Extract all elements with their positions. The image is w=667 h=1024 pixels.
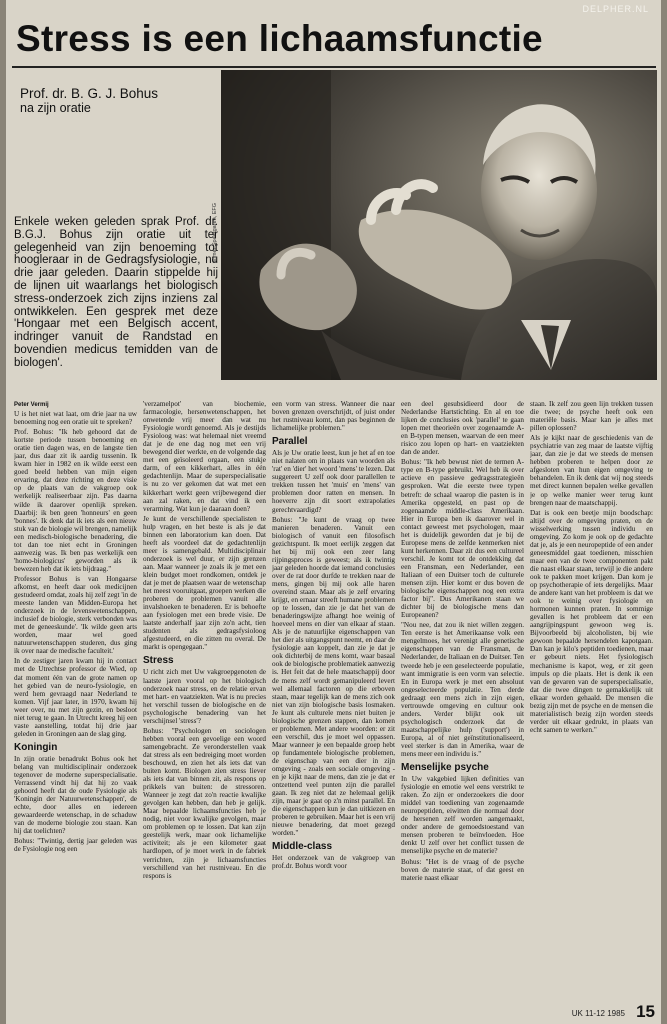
article-paragraph: In Uw vakgebied lijken definities van fysiologie en emotie wel eens verstrikt te raken. Zo zijn er onderzoekers die door middel van toediening van zogenaamde neuropeptiden, eiwitten die normaal door de hersenen zelf worden aangemaakt, onder andere de gemoedstoestand van mensen proberen te beïnvloeden. Hoe denkt U zelf over het conflict tussen de menselijke psyche en de materie? [401, 775, 524, 856]
article-paragraph: Je kunt de verschillende specialisten te hulp vragen, en het beste is als je dat binnen een laboratorium kan doen. Dat heeft als voordeel dat de gedachtenlijn meer is samengebald. Multidisciplinair onderzoek is wel duur, er zijn grenzen aan. Maar wanneer je zoals ik je met een klein budget moet rondkomen, ontdek je dat je met de plaatsen waar de wetenschap het meest vooruitgaat, groepen werken die proberen de problemen vanuit alle invalshoeken te benaderen. Er is behoefte aan fysiologen met een brede visie. De laatste anderhalf jaar zijn zo'n acht, tien studenten als gedragsfysioloog afgestudeerd, en die zitten nu overal. De markt is opengegaan." [143, 514, 266, 652]
article-paragraph: U is het niet wat laat, om drie jaar na uw benoeming nog een oratie uit te spreken? [14, 410, 137, 427]
article-paragraph: Bohus: "Je kunt de vraag op twee manieren benaderen. Vanuit een biologisch of vanuit een filosofisch gezichtspunt. Ik moet eerlijk zeggen dat het bij mij ook een zeer lang rijpingsproces is geweest; als ik twintig jaar geleden hoorde dat iemand conclusies over de rat door durfde te trekken naar de mens, gingen bij mij ook alle haren overeind staan. Maar als je zelf ervaring krijgt, en ernaar streeft humane problemen op te lossen, dan zie je dat het van de benaderingswijze afhangt hoe weinig of hoeveel mens en dier van elkaar af staan. Als je de natuurlijke eigenschappen van het dier als uitgangspunt neemt, en daar de fysiologie aan koppelt, dan zie je dat je ook dichterbij de mens komt, waar basaal ook de biologische problematiek aanwezig is. Het feit dat de hele maatschappij door de mens zelf wordt gemanipuleerd levert wel allemaal factoren op die erboven staan, maar tegelijk kan de mens zich ook niet van zijn biologische basis losmaken. Je kunt als culturele mens niet buiten je biologische grenzen stappen, dan komen er problemen. Met andere woorden: er zit een verschil, dus je moet wel oppassen. Maar wanneer je een bepaalde groep hebt op fundamentele biologische problemen, de eigenschap van een dier in zijn omgeving - zoals een sociale omgeving - en je kijkt naar de mens, dan zie je dat er ontzettend veel punten zijn die parallel gaan. Ik zeg niet dat ze helemaal gelijk zijn, maar je gaat op z'n minst parallel. En die eigenschappen kun je dan uitkiezen en proberen te gebruiken. Maar het is een vrij nieuwe benadering, dat moet gezegd worden." [272, 515, 395, 838]
article-paragraph: Als je Uw oratie leest, kun je het af en toe niet nalaten om in plaats van woorden als 'rat' en 'dier' het woord 'mens' te lezen. Dat suggereert U zelf ook door parallellen te trekken tussen het 'muis' en 'mens' van problemen door ratten en mensen. In hoeverre zijn dit soort extrapolaties gerechtvaardigd? [272, 449, 395, 514]
article-paragraph: Als je kijkt naar de geschiedenis van de psychiatrie van zeg maar de laatste vijftig jaar, dan zie je dat we steeds de mensen hebben proberen te helpen door ze afgesloten van hun eigen omgeving te behandelen. En ik denk dat wij nog steeds met direct kunnen bepalen welke gevallen je op welke manier weer terug kunt brengen naar de maatschappij. [530, 434, 653, 507]
article-paragraph: Bohus: "Ik heb bewust niet de termen A-type en B-type gebruikt. Wel heb ik over actieve en passieve gedragsstrategieën gesproken. Wat die eerste twee typen betreft: de schaal waarop die pasten is in Amerika opgesteld, en past op de zogenaamde middle-class Amerikaan. Hier in Europa ben ik daarover wel in contact geweest met psychologen, maar het is duidelijk geworden dat je bij de Europese mens de zelfde kenmerken niet kunt herkennen. Daar zit dus een cultureel verschil. Je komt tot de ontdekking dat een Fransman, een Nederlander, een Italiaan of een Duitser toch de culturele mensen zijn. Hier komt er dus boven de biologische eigenschappen nog een extra factor bij". Dus Amerikanen staan we dichter bij de biologische mens dan Europeanen? [401, 458, 524, 620]
intro-lead: Enkele weken geleden sprak Prof. dr. B.G.J. Bohus zijn oratie uit ter gelegenheid van zijn benoeming tot hoogleraar in de Gedragsfysiologie, nu drie jaar geleden. Daarin stippelde hij de lijnen uit waarlangs het biologisch stress-onderzoek zich zijns inziens zal ontwikkelen. Een gesprek met deze 'Hongaar met een Belgisch accent, indringer vanuit de Randstad en bovendien medicus temidden van de biologen'. [14, 216, 218, 369]
article-paragraph: Prof. Bohus: "Ik heb gehoord dat de kortste periode tussen benoeming en oratie tien dagen was, en de langste tien jaar, dus daar zit ik aardig tussenin. Ik kwam hier in 1982 en ik wilde eerst een goed beeld hebben van mijn eigen ervaring, dat deze richting en deze visie op de plaats van de vakgroep ook werkelijk realiseerbaar zijn. Pas daarna wilde ik daarover openlijk spreken. Daarbij: ik ben geen 'honneurs' en geen 'bonnes'. Ik denk dat ik iets als een nieuw stuk van de biologie wil brengen, namelijk een medisch-biologische benadering, die tot dan toe niet echt in Groningen aanwezig was. Ik ben pas werkelijk een 'homo-biologicus' geworden als ik bewezen heb dat ik iets bijdraag." [14, 428, 137, 573]
article-paragraph: een vorm van stress. Wanneer die naar boven grenzen overschrijdt, of juist onder het rustniveau komt, dan pas beginnen de lichamelijke problemen." [272, 400, 395, 433]
article-column-4 [401, 400, 524, 996]
subtitle [20, 86, 170, 116]
title-rule [12, 66, 656, 68]
photo-credit: Elmer Spaargaren, EFG [212, 203, 218, 262]
article-column-3 [272, 400, 395, 996]
archive-brand: DELPHER.NL [582, 4, 649, 14]
section-heading: Middle-class [272, 841, 333, 853]
article-column-1 [14, 410, 137, 996]
article-paragraph: Bohus: "Psychologen en sociologen hebben vooral een gevoelige een woord samengebracht. Ze veronderstellen vaak dat stress als een bedreiging moet worden beschouwd, en zien het als iets dat van buiten komt. Biologen zien stress liever als iets dat van binnen zit, als respons op prikkels van buiten: de stressoren. Wanneer je zegt dat zo'n reactie kwalijke gevolgen kan hebben, dan heb je gelijk. Maar bepaalde lichaamsfuncties heb je nodig, niet voor kwalijke gevolgen, maar om problemen op te lossen. Dat kan zijn geestelijk werk, maar ook lichamelijke activiteit; als je een kilometer gaat hardlopen, of je moet werk in de fabriek verrichten, zijn je lichaamsfuncties verschillend van het rustniveau. En die respons is [143, 726, 266, 880]
article-paragraph: 'verzamelpot' van biochemie, farmacologie, hersenwetenschappen, het onwetende vrij meer dan wat nu Fysiologie wordt genoemd. Als je destijds Fysioloog was: wat helemaal niet vreemd dat je de ene dag nog met een vrij bewegend dier werkte, en de volgende dag met een geïsoleerd orgaan, een stukje darm, of een kikkerhart, alles in één gedachtenlijn. Maar de superspecialisatie is nu zo ver gekomen dat wat met een kikkerhart werkt geen vrijbewegend dier aan zal raken, en dat vind ik een verarming. Wat kun je daaraan doen? [143, 400, 266, 513]
section-heading: Koningin [14, 741, 58, 753]
page-title: Stress is een lichaamsfunctie [16, 18, 543, 59]
byline: Peter Vermij [14, 402, 49, 408]
subtitle-tagline: na zijn oratie [20, 101, 91, 115]
article-paragraph: In de zestiger jaren kwam hij in contact met de Utrechtse professor de Wied, op dat moment één van de grote namen op het gebied van de neuro-fysiologie, en werd hem gevraagd naar Nederland te komen. Vijf jaar later, in 1970, kwam hij weer over, nu met zijn gezin, en besloot niet terug te gaan. In Utrecht kreeg hij een vaste aanstelling, totdat hij drie jaar geleden in Groningen aan de slag ging. [14, 657, 137, 738]
section-heading: Parallel [272, 436, 308, 448]
article-paragraph: "Nou nee, dat zou ik niet willen zeggen. Ten eerste is het Amerikaanse volk een mengelmoes, het verenigt alle genetische eigenschappen van de Fransman, de Nederlander, de Italiaan en de Duitser. Ten tweede heb je een geselecteerde populatie, want immigratie is een vorm van selectie. En in Europa werk je met een absoluut ongeselecteerde populatie. Ten derde gedraagt een mens zich in zijn eigen, vertrouwde omgeving en cultuur ook anders. Verder blijkt ook uit psychologisch onderzoek dat de maatschappelijke hulp ('support') in Europa, al of niet geïnstitutionaliseerd, veel sterker is dan in Amerika, waar de mens meer een individu is." [401, 621, 524, 759]
article-paragraph: Bohus: "Het is de vraag of de psyche boven de materie staat, of dat geest en materie naast elkaar [401, 857, 524, 882]
article-column-2 [143, 400, 266, 996]
issue-date: UK 11-12 1985 [571, 1009, 625, 1018]
page-footer [6, 1000, 661, 1024]
article-paragraph: Bohus: "Twintig, dertig jaar geleden was de Fysiologie nog een [14, 837, 137, 854]
subtitle-name: Prof. dr. B. G. J. Bohus [20, 86, 159, 101]
newspaper-page [6, 0, 661, 1024]
article-paragraph: Dat is ook een beetje mijn boodschap: altijd over de omgeving praten, en de wisselwerking tussen individu en omgeving. Zo kom je ook op de gedachte dat je, als je een neuropeptide of een ander geneesmiddel gaat toedienen, misschien maar een van de twee componenten pakt die naast elkaar staan, terwijl je die andere ook te pakken moet krijgen. Dan kom je op psychotherapie of iets dergelijks. Maar de andere kant van het probleem is dat we ook te weinig over fysiologie en hormonen kunnen praten. In sommige gevallen is het probleem dat er een aangrijpingspunt gewoon weg is. Bijvoorbeeld bij alcoholisten, bij wie gewoon bepaalde hersendelen kapotgaan. Dan kan je kilo's peptiden toedienen, maar er gebeurt niets. Het fysiologisch mechanisme is kapot, weg, er zit geen impuls op die plaats. Het is denk ik een van de gevaren van de superspecialisatie, dat die twee dingen te gemakkelijk uit elkaar worden gehaald. De mensen die bezig zijn met de psyche en de mensen die materialistisch bezig zijn worden steeds verder uit elkaar gedrukt, in plaats van echt samen te werken." [530, 508, 653, 734]
article-paragraph: staan. Ik zelf zou geen lijn trekken tussen die twee; de psyche heeft ook een materiële basis. Maar kan je alles met pillen oplossen? [530, 400, 653, 433]
portrait-illustration [221, 70, 657, 380]
article-paragraph: een deel gesubsidieerd door de Nederlandse Hartstichting. En al en toe lijken de conclusies ook 'parallel' te gaan lopen met theorieën over zogenaamde A- en B-typen mensen, waarvan de een meer risico zou lopen op hart- en vaatziekten dan de ander. [401, 400, 524, 457]
section-heading: Stress [143, 655, 174, 667]
section-heading: Menselijke psyche [401, 762, 489, 774]
article-column-5 [530, 400, 653, 996]
page-number: 15 [636, 1002, 655, 1021]
article-paragraph: Het onderzoek van de vakgroep van prof.dr. Bohus wordt voor [272, 854, 395, 871]
portrait-photo [221, 70, 657, 380]
article-paragraph: In zijn oratie benadrukt Bohus ook het belang van multidisciplinair onderzoek tegenover de moderne superspecialisatie. Verrassend vindt hij dat hij zo vaak gehoord heeft dat de oude Fysiologie als 'Koningin der Natuurwetenschappen', de echte, door alles en iedereen gewaardeerde wetenschap, in de schaduw van de moderne biologie zou staan. Kan hij dat toelichten? [14, 754, 137, 836]
article-paragraph: U richt zich met Uw vakgroepgenoten de laatste jaren vooral op het biologisch onderzoek naar stress, en de relatie ervan met hart- en vaatziekten. Wat is nu precies het verschil tussen de biologische en de psychologische benadering van het verschijnsel 'stress'? [143, 668, 266, 725]
article-paragraph: Professor Bohus is van Hongaarse afkomst, en heeft daar ook medicijnen gestudeerd omdat, zoals hij zelf zegt 'in de meeste landen van Midden-Europa het onderzoek in de levenswetenschappen, inclusief de biologie, sterk verbonden was met de geneeskunde'. 'Ik wilde geen arts worden, maar wel goed natuurwetenschappen studeren, dus ging ik over naar de medische faculteit.' [14, 574, 137, 656]
